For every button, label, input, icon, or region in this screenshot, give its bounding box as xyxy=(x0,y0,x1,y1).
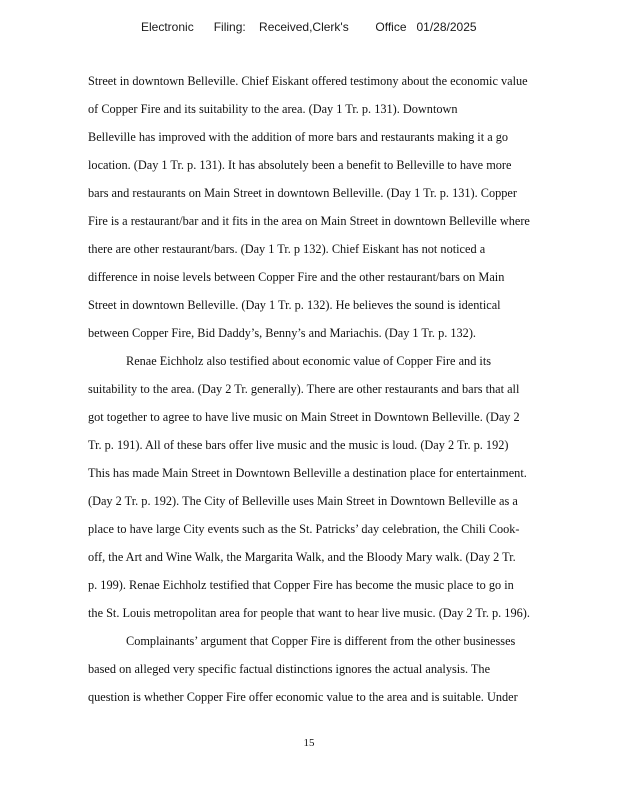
filing-header-stamp: Electronic Filing: Received,Clerk's Office 01/28/2025 xyxy=(141,20,477,34)
body-line: bars and restaurants on Main Street in downtown Belleville. (Day 1 Tr. p. 131). Copper xyxy=(88,186,517,200)
body-line: Street in downtown Belleville. Chief Eiskant offered testimony about the economic value xyxy=(88,74,528,88)
paragraph-first-line: Complainants’ argument that Copper Fire is different from the other businesses xyxy=(126,634,516,648)
body-line: Tr. p. 191). All of these bars offer live music and the music is loud. (Day 2 Tr. p. 192) xyxy=(88,438,509,452)
body-line: (Day 2 Tr. p. 192). The City of Belleville uses Main Street in Downtown Belleville as a xyxy=(88,494,518,508)
body-line: of Copper Fire and its suitability to the area. (Day 1 Tr. p. 131). Downtown xyxy=(88,102,458,116)
body-line: off, the Art and Wine Walk, the Margarita Walk, and the Bloody Mary walk. (Day 2 Tr. xyxy=(88,550,516,564)
body-line: location. (Day 1 Tr. p. 131). It has absolutely been a benefit to Belleville to have more xyxy=(88,158,512,172)
body-line: suitability to the area. (Day 2 Tr. generally). There are other restaurants and bars that all xyxy=(88,382,520,396)
body-line: difference in noise levels between Copper Fire and the other restaurant/bars on Main xyxy=(88,270,505,284)
document-body xyxy=(88,67,568,711)
body-line: got together to agree to have live music on Main Street in Downtown Belleville. (Day 2 xyxy=(88,410,520,424)
body-line: p. 199). Renae Eichholz testified that Copper Fire has become the music place to go in xyxy=(88,578,514,592)
page-number: 15 xyxy=(303,737,315,749)
body-line: the St. Louis metropolitan area for people that want to hear live music. (Day 2 Tr. p. 196). xyxy=(88,606,530,620)
body-line: there are other restaurant/bars. (Day 1 Tr. p 132). Chief Eiskant has not noticed a xyxy=(88,242,486,256)
body-line: question is whether Copper Fire offer economic value to the area and is suitable. Under xyxy=(88,690,518,704)
body-line: Street in downtown Belleville. (Day 1 Tr. p. 132). He believes the sound is identical xyxy=(88,298,501,312)
body-line: based on alleged very specific factual distinctions ignores the actual analysis. The xyxy=(88,662,491,676)
paragraph-first-line: Renae Eichholz also testified about economic value of Copper Fire and its xyxy=(126,354,492,368)
body-line: place to have large City events such as the St. Patricks’ day celebration, the Chili Cook- xyxy=(88,522,520,536)
body-line: This has made Main Street in Downtown Belleville a destination place for entertainment. xyxy=(88,466,527,480)
body-line: Fire is a restaurant/bar and it fits in the area on Main Street in downtown Belleville where xyxy=(88,214,530,228)
body-line: Belleville has improved with the addition of more bars and restaurants making it a go xyxy=(88,130,509,144)
body-line: between Copper Fire, Bid Daddy’s, Benny’s and Mariachis. (Day 1 Tr. p. 132). xyxy=(88,326,476,340)
